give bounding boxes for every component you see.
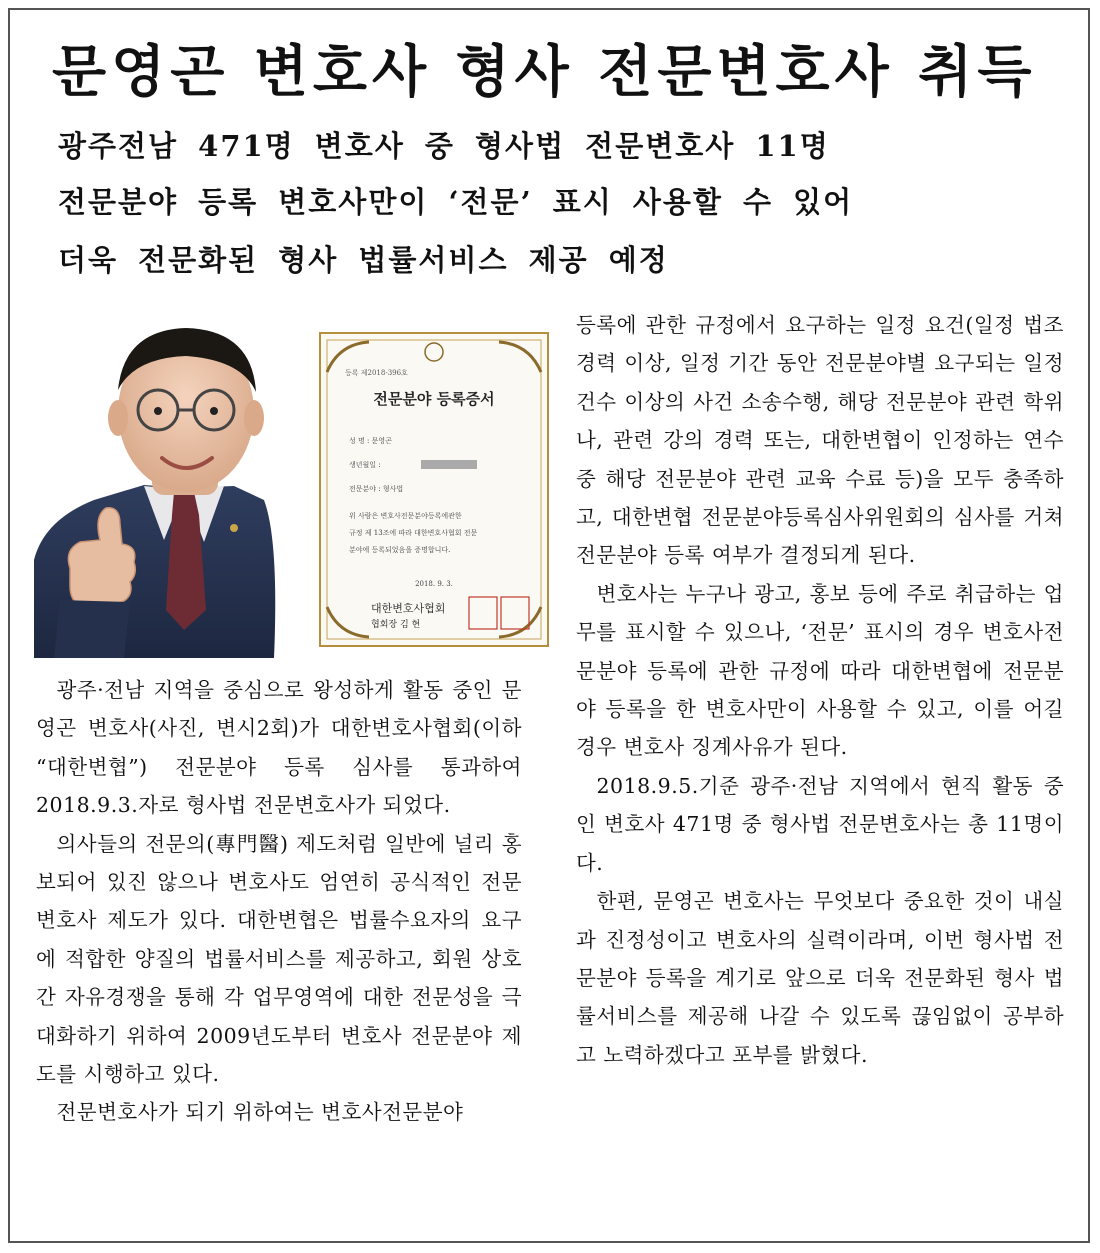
subhead-3: 더욱 전문화된 형사 법률서비스 제공 예정: [58, 243, 669, 277]
subhead-2: 전문분야 등록 변호사만이 ‘전문’ 표시 사용할 수 있어: [58, 185, 854, 219]
headline: 문영곤 변호사 형사 전문변호사 취득: [52, 40, 1037, 105]
body-paragraph: 의사들의 전문의(專門醫) 제도처럼 일반에 널리 홍보되어 있진 않으나 변호사도 엄연히 공식적인 전문변호사 제도가 있다. 대한변협은 법률수요자의 요구에 적합한 양질의 법률서비스를 제공하고, 회원 상호 간 자유경쟁을 통해 각 업무영역에 대한 전문성을 극대화하기 위하여 2009년도부터 변호사 전문분야 제도를 시행하고 있다.: [36, 831, 522, 1087]
certificate-number: 등록 제2018-396호: [345, 369, 408, 377]
certificate-field: 전문분야 : 형사법: [349, 485, 404, 493]
certificate-issuer: 대한변호사협회: [371, 602, 446, 615]
subhead-1: 광주전남 471명 변호사 중 형사법 전문변호사 11명: [58, 129, 830, 163]
body-paragraph: 한편, 문영곤 변호사는 무엇보다 중요한 것이 내실과 진정성이고 변호사의 실력이라며, 이번 형사법 전문분야 등록을 계기로 앞으로 더욱 전문화된 형사 법률서비스를 제공해 나갈 수 있도록 끊임없이 공부하고 노력하겠다고 포부를 밝혔다.: [576, 889, 1064, 1067]
certificate: [319, 332, 549, 647]
article-photo: [34, 310, 556, 658]
body-paragraph: 전문변호사가 되기 위하여는 변호사전문분야: [56, 1100, 464, 1125]
certificate-title: 전문분야 등록증서: [373, 390, 495, 408]
certificate-body-line: 분야에 등록되었음을 증명합니다.: [349, 546, 451, 554]
certificate-body-line: 위 사람은 변호사전문분야등록에관한: [349, 512, 462, 520]
body-paragraph: 광주·전남 지역을 중심으로 왕성하게 활동 중인 문영곤 변호사(사진, 변시2회)가 대한변호사협회(이하 “대한변협”) 전문분야 등록 심사를 통과하여 2018.9.3.자로 형사법 전문변호사가 되었다.: [36, 678, 522, 818]
certificate-body-line: 규정 제 13조에 따라 대한변호사협회 전문: [349, 529, 478, 537]
right-column: [576, 306, 1064, 1074]
body-paragraph: 등록에 관한 규정에서 요구하는 일정 요건(일정 법조경력 이상, 일정 기간 동안 전문분야별 요구되는 일정 건수 이상의 사건 소송수행, 해당 전문분야 관련 학위나, 관련 강의 경력 또는, 대한변협이 인정하는 연수 중 해당 전문분야 관련 교육 수료 등)을 모두 충족하고, 대한변협 전문분야등록심사위원회의 심사를 거쳐 전문분야 등록 여부가 결정되게 된다.: [576, 313, 1064, 568]
certificate-president: 협회장 김 현: [371, 620, 421, 630]
certificate-birth: 생년월일 :: [349, 461, 381, 469]
certificate-body: [349, 508, 529, 559]
certificate-date: 2018. 9. 3.: [415, 580, 453, 588]
certificate-name: 성 명 : 문영곤: [349, 437, 392, 445]
left-column: [36, 671, 522, 1132]
body-paragraph: 변호사는 누구나 광고, 홍보 등에 주로 취급하는 업무를 표시할 수 있으나, ‘전문’ 표시의 경우 변호사전문분야 등록에 관한 규정에 따라 대한변협에 전문분야 등록을 한 변호사만이 사용할 수 있고, 이를 어길 경우 변호사 징계사유가 된다.: [576, 581, 1064, 760]
body-paragraph: 2018.9.5.기준 광주·전남 지역에서 현직 활동 중인 변호사 471명 중 형사법 전문변호사는 총 11명이다.: [576, 773, 1064, 875]
